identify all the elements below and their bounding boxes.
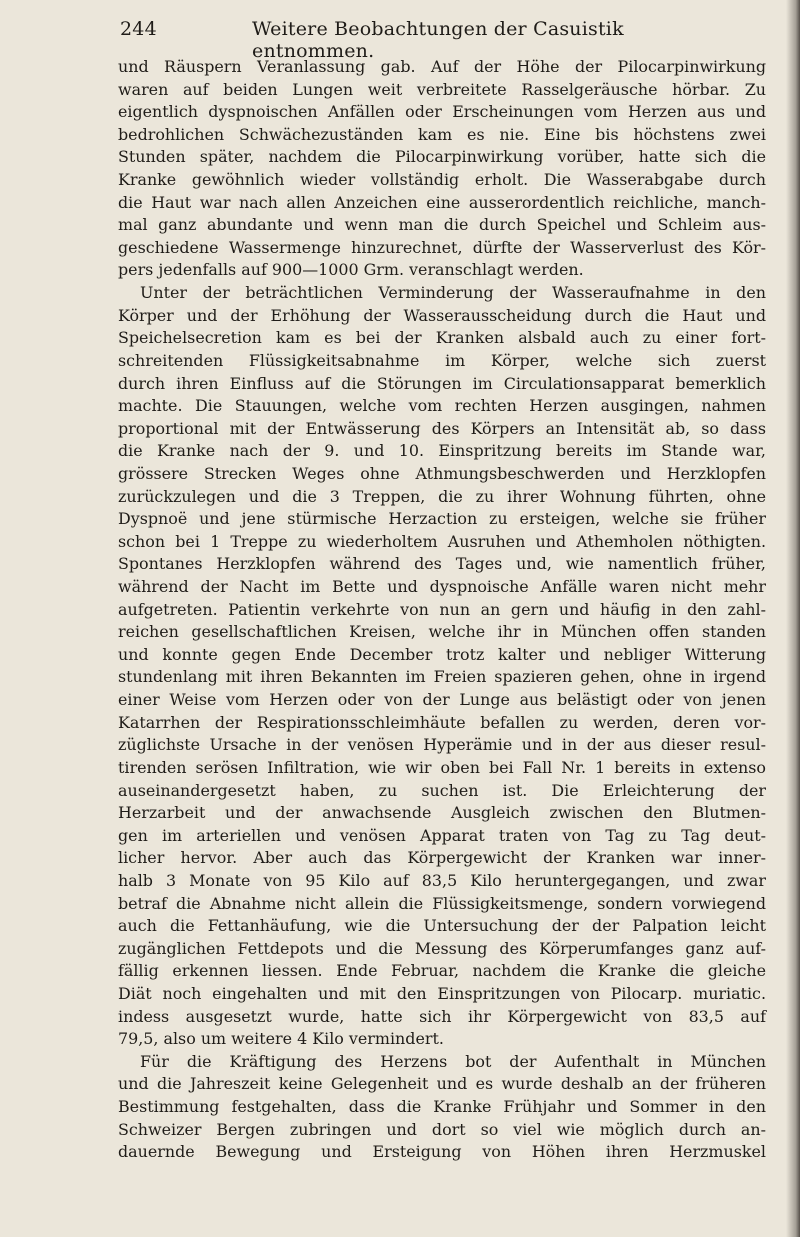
text-line: stundenlang mit ihren Bekannten im Freien spazieren gehen, ohne in irgend (118, 667, 766, 687)
text-line: mal ganz abundante und wenn man die durch Speichel und Schleim aus- (118, 215, 766, 235)
body-text (118, 56, 766, 1164)
text-line: eigentlich dyspnoischen Anfällen oder Erscheinungen vom Herzen aus und (118, 102, 766, 122)
text-line: Stunden später, nachdem die Pilocarpinwirkung vorüber, hatte sich die (118, 147, 766, 167)
text-line: aufgetreten. Patientin verkehrte von nun an gern und häufig in den zahl- (118, 599, 766, 619)
text-line: dauernde Bewegung und Ersteigung von Höhen ihren Herzmuskel (118, 1142, 766, 1162)
text-line: geschiedene Wassermenge hinzurechnet, dürfte der Wasserverlust des Kör- (118, 237, 766, 257)
text-line: Unter der beträchtlichen Verminderung der Wasseraufnahme in den (140, 283, 766, 303)
text-line: waren auf beiden Lungen weit verbreitete Rasselgeräusche hörbar. Zu (118, 79, 766, 99)
text-line: fällig erkennen liessen. Ende Februar, nachdem die Kranke die gleiche (118, 961, 766, 981)
text-line: grössere Strecken Weges ohne Athmungsbeschwerden und Herzklopfen (118, 463, 766, 483)
text-line: pers jedenfalls auf 900—1000 Grm. veranschlagt werden. (118, 260, 584, 280)
text-line: machte. Die Stauungen, welche vom rechten Herzen ausgingen, nahmen (118, 396, 766, 416)
text-line: Bestimmung festgehalten, dass die Kranke Frühjahr und Sommer in den (118, 1097, 766, 1117)
text-line: reichen gesellschaftlichen Kreisen, welche ihr in München offen standen (118, 622, 766, 642)
text-line: halb 3 Monate von 95 Kilo auf 83,5 Kilo heruntergegangen, und zwar (118, 870, 766, 890)
text-line: durch ihren Einfluss auf die Störungen im Circulationsapparat bemerklich (118, 373, 766, 393)
text-line: tirenden serösen Infiltration, wie wir oben bei Fall Nr. 1 bereits in extenso (118, 757, 766, 777)
text-line: indess ausgesetzt wurde, hatte sich ihr Körpergewicht von 83,5 auf (118, 1006, 766, 1026)
text-line: Katarrhen der Respirationsschleimhäute befallen zu werden, deren vor- (118, 712, 766, 732)
text-line: 79,5, also um weitere 4 Kilo vermindert. (118, 1029, 444, 1049)
text-line: auseinandergesetzt haben, zu suchen ist. Die Erleichterung der (118, 780, 766, 800)
text-line: Körper und der Erhöhung der Wasserausscheidung durch die Haut und (118, 305, 766, 325)
text-line: auch die Fettanhäufung, wie die Untersuchung der der Palpation leicht (118, 916, 766, 936)
text-line: und die Jahreszeit keine Gelegenheit und es wurde deshalb an der früheren (118, 1074, 766, 1094)
text-line: die Kranke nach der 9. und 10. Einspritzung bereits im Stande war, (118, 441, 766, 461)
text-line: bedrohlichen Schwächezuständen kam es nie. Eine bis höchstens zwei (118, 124, 766, 144)
text-line: licher hervor. Aber auch das Körpergewicht der Kranken war inner- (118, 848, 766, 868)
text-line: Speichelsecretion kam es bei der Kranken alsbald auch zu einer fort- (118, 328, 766, 348)
text-line: schreitenden Flüssigkeitsabnahme im Körper, welche sich zuerst (118, 350, 766, 370)
text-line: gen im arteriellen und venösen Apparat traten von Tag zu Tag deut- (118, 825, 766, 845)
text-line: Diät noch eingehalten und mit den Einspritzungen von Pilocarp. muriatic. (118, 983, 766, 1003)
text-line: proportional mit der Entwässerung des Körpers an Intensität ab, so dass (118, 418, 766, 438)
text-line: während der Nacht im Bette und dyspnoische Anfälle waren nicht mehr (118, 577, 766, 597)
page-edge-shadow (786, 0, 800, 1237)
text-line: züglichste Ursache in der venösen Hyperämie und in der aus dieser resul- (118, 735, 766, 755)
text-line: Dyspnoë und jene stürmische Herzaction zu ersteigen, welche sie früher (118, 509, 766, 529)
running-title: Weitere Beobachtungen der Casuistik entnommen. (252, 18, 624, 62)
text-line: zugänglichen Fettdepots und die Messung des Körperumfanges ganz auf- (118, 938, 766, 958)
text-line: Für die Kräftigung des Herzens bot der Aufenthalt in München (140, 1051, 766, 1071)
page-header (120, 16, 720, 62)
text-line: betraf die Abnahme nicht allein die Flüssigkeitsmenge, sondern vorwiegend (118, 893, 766, 913)
text-line: zurückzulegen und die 3 Treppen, die zu ihrer Wohnung führten, ohne (118, 486, 766, 506)
text-line: und konnte gegen Ende December trotz kalter und nebliger Witterung (118, 644, 766, 664)
text-line: Schweizer Bergen zubringen und dort so viel wie möglich durch an- (118, 1119, 766, 1139)
text-line: und Räuspern Veranlassung gab. Auf der Höhe der Pilocarpinwirkung (118, 57, 766, 76)
text-line: Spontanes Herzklopfen während des Tages und, wie namentlich früher, (118, 554, 766, 574)
page-number: 244 (120, 18, 157, 40)
text-line: Herzarbeit und der anwachsende Ausgleich zwischen den Blutmen- (118, 803, 766, 823)
text-line: Kranke gewöhnlich wieder vollständig erholt. Die Wasserabgabe durch (118, 170, 766, 190)
text-line: schon bei 1 Treppe zu wiederholtem Ausruhen und Athemholen nöthigten. (118, 531, 766, 551)
text-line: die Haut war nach allen Anzeichen eine ausserordentlich reichliche, manch- (118, 192, 766, 212)
text-line: einer Weise vom Herzen oder von der Lunge aus belästigt oder von jenen (118, 690, 766, 710)
